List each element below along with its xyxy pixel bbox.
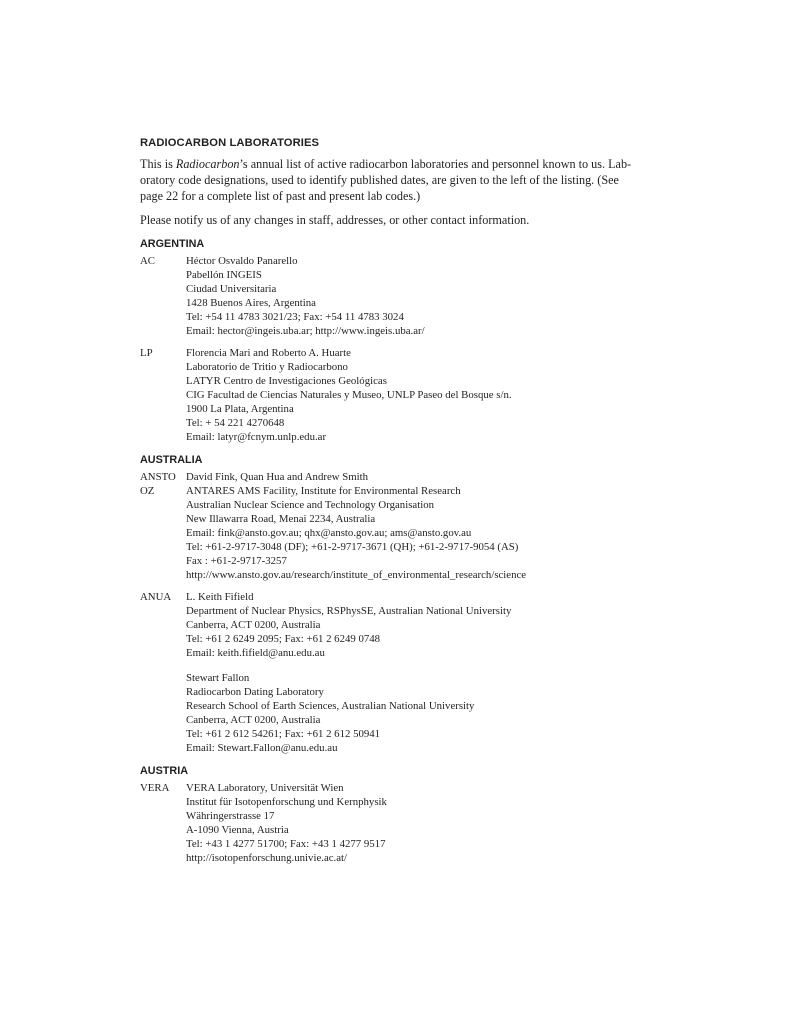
lab-code: OZ <box>140 485 155 497</box>
contact-name: David Fink, Quan Hua and Andrew Smith <box>186 471 369 483</box>
lab-code: AC <box>140 255 155 267</box>
country-heading-austria: AUSTRIA <box>140 765 188 777</box>
address-line: Währingerstrasse 17 <box>186 810 275 822</box>
lab-details <box>186 346 660 444</box>
address-line: 1428 Buenos Aires, Argentina <box>186 297 316 309</box>
address-line: Australian Nuclear Science and Technology Organisation <box>186 499 434 511</box>
contact-name: Florencia Mari and Roberto A. Huarte <box>186 347 351 359</box>
contact-name: VERA Laboratory, Universität Wien <box>186 782 344 794</box>
lab-entry-vera <box>140 781 660 865</box>
address-line: LATYR Centro de Investigaciones Geológicas <box>186 375 387 387</box>
contact-name: L. Keith Fifield <box>186 591 254 603</box>
intro-line-3: page 22 for a complete list of past and present lab codes.) <box>140 189 421 203</box>
address-line: A-1090 Vienna, Austria <box>186 824 289 836</box>
email-line: Email: keith.fifield@anu.edu.au <box>186 647 325 659</box>
address-line: New Illawarra Road, Menai 2234, Australia <box>186 513 376 525</box>
address-line: Canberra, ACT 0200, Australia <box>186 714 321 726</box>
page-content <box>140 136 660 873</box>
lab-code: LP <box>140 347 153 359</box>
contact-name: Stewart Fallon <box>186 672 250 684</box>
address-line: Ciudad Universitaria <box>186 283 277 295</box>
phone-line: Tel: +61 2 612 54261; Fax: +61 2 612 50941 <box>186 728 381 740</box>
address-line: ANTARES AMS Facility, Institute for Environmental Research <box>186 485 461 497</box>
address-line: Institut für Isotopenforschung und Kernphysik <box>186 796 387 808</box>
lab-details <box>186 470 660 582</box>
lab-codes <box>140 470 186 582</box>
website-line: http://www.ansto.gov.au/research/institute_of_environmental_research/science <box>186 569 527 581</box>
address-line: 1900 La Plata, Argentina <box>186 403 294 415</box>
phone-line: Tel: +43 1 4277 51700; Fax: +43 1 4277 9517 <box>186 838 386 850</box>
email-line: Email: latyr@fcnym.unlp.edu.ar <box>186 431 327 443</box>
address-line: Research School of Earth Sciences, Australian National University <box>186 700 475 712</box>
address-line: CIG Facultad de Ciencias Naturales y Museo, UNLP Paseo del Bosque s/n. <box>186 389 512 401</box>
lab-codes <box>140 590 186 755</box>
contact-separator <box>186 660 660 671</box>
address-line: Laboratorio de Tritio y Radiocarbono <box>186 361 348 373</box>
lab-codes <box>140 254 186 338</box>
email-line: Email: Stewart.Fallon@anu.edu.au <box>186 742 338 754</box>
contact-name: Héctor Osvaldo Panarello <box>186 255 298 267</box>
fax-line: Fax : +61-2-9717-3257 <box>186 555 287 567</box>
address-line: Department of Nuclear Physics, RSPhysSE, Australian National University <box>186 605 512 617</box>
phone-line: Tel: +61 2 6249 2095; Fax: +61 2 6249 0748 <box>186 633 381 645</box>
lab-entry-ansto <box>140 470 660 582</box>
intro-paragraph <box>140 156 660 204</box>
lab-code: ANSTO <box>140 471 176 483</box>
country-heading-australia: AUSTRALIA <box>140 454 203 466</box>
phone-line: Tel: + 54 221 4270648 <box>186 417 285 429</box>
lab-details <box>186 781 660 865</box>
address-line: Canberra, ACT 0200, Australia <box>186 619 321 631</box>
lab-code: ANUA <box>140 591 172 603</box>
intro-line-2: oratory code designations, used to identify published dates, are given to the left of the listing. (See <box>140 173 619 187</box>
lab-code: VERA <box>140 782 170 794</box>
notify-paragraph: Please notify us of any changes in staff, addresses, or other contact information. <box>140 213 530 227</box>
address-line: Pabellón INGEIS <box>186 269 262 281</box>
lab-codes <box>140 346 186 444</box>
lab-codes <box>140 781 186 865</box>
email-line: Email: fink@ansto.gov.au; qhx@ansto.gov.au; ams@ansto.gov.au <box>186 527 472 539</box>
journal-name: Radiocarbon <box>175 157 240 171</box>
country-heading-argentina: ARGENTINA <box>140 238 205 250</box>
page-title: RADIOCARBON LABORATORIES <box>140 137 320 149</box>
address-line: Radiocarbon Dating Laboratory <box>186 686 324 698</box>
email-line: Email: hector@ingeis.uba.ar; http://www.ingeis.uba.ar/ <box>186 325 425 337</box>
phone-line: Tel: +61-2-9717-3048 (DF); +61-2-9717-3671 (QH); +61-2-9717-9054 (AS) <box>186 541 519 553</box>
lab-entry-anua <box>140 590 660 755</box>
website-line: http://isotopenforschung.univie.ac.at/ <box>186 852 348 864</box>
phone-line: Tel: +54 11 4783 3021/23; Fax: +54 11 4783 3024 <box>186 311 404 323</box>
lab-entry-lp <box>140 346 660 444</box>
intro-line-1-rest: ’s annual list of active radiocarbon laboratories and personnel known to us. Lab- <box>239 157 632 171</box>
lab-details <box>186 590 660 755</box>
lab-entry-ac <box>140 254 660 338</box>
lab-details <box>186 254 660 338</box>
intro-prefix: This is <box>140 157 176 171</box>
